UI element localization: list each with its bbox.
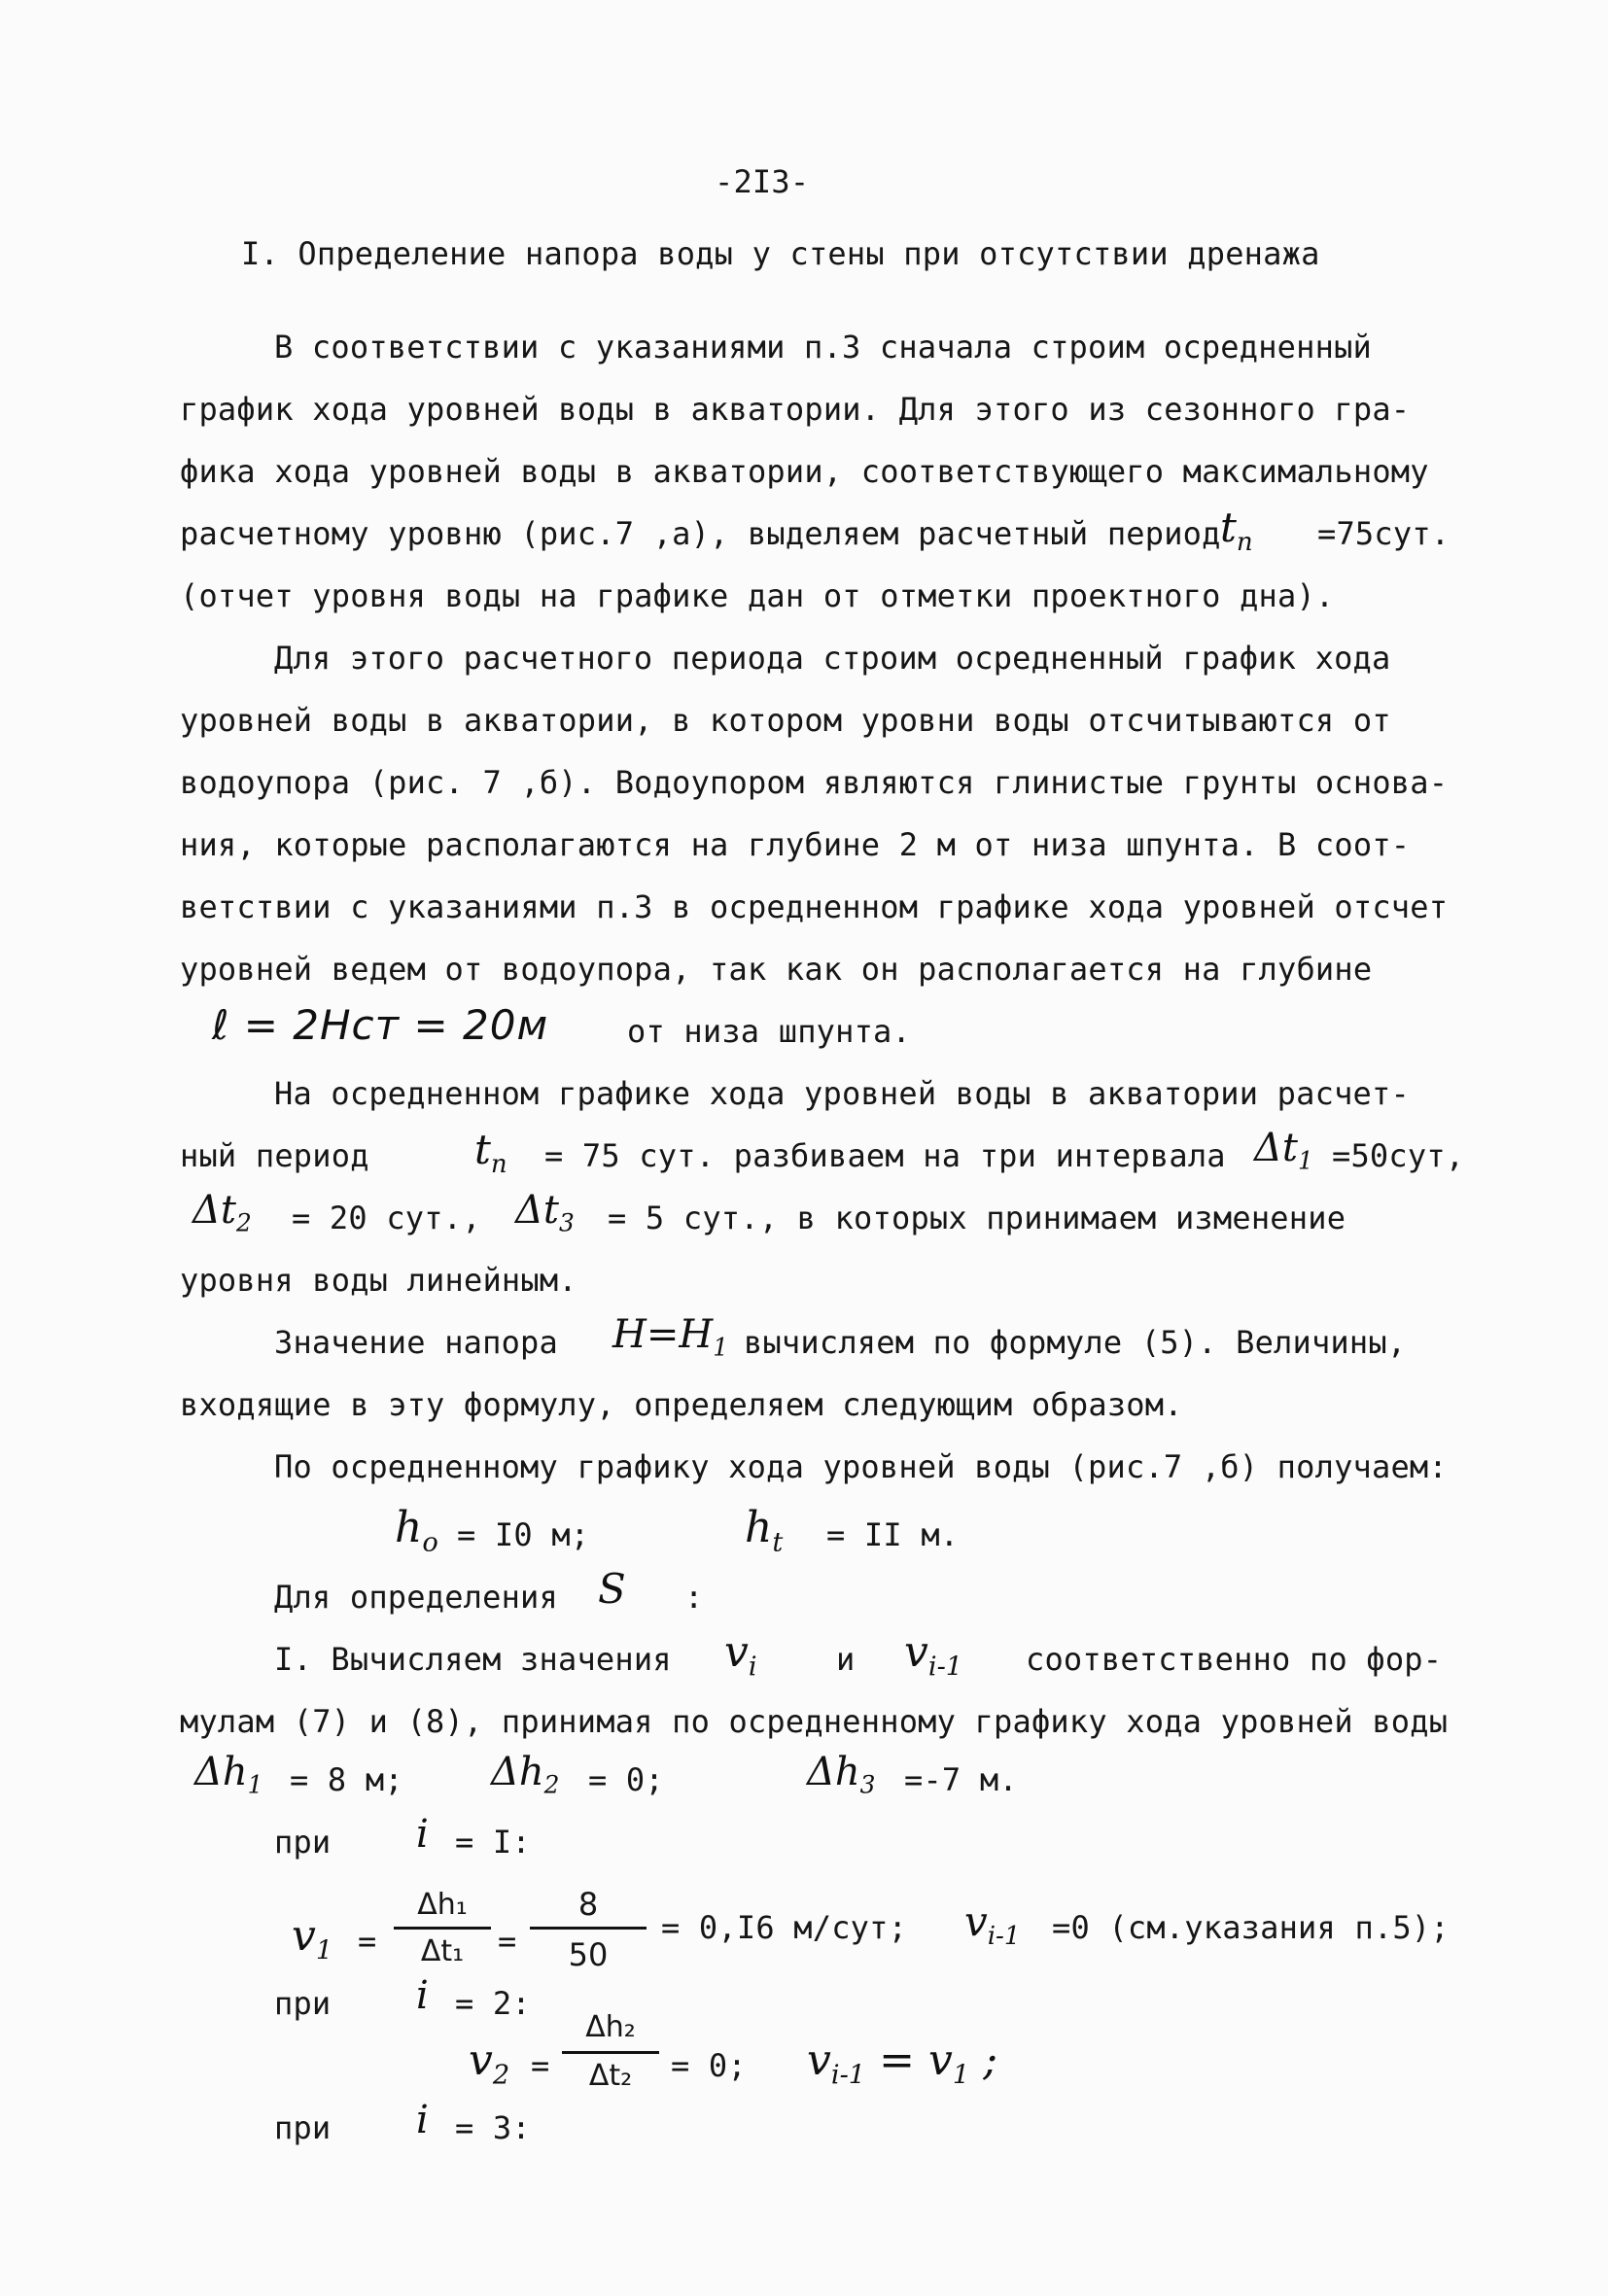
text-line: фика хода уровней воды в акватории, соответствующего максимальному bbox=[180, 453, 1429, 490]
text-line: На осредненном графике хода уровней воды в акватории расчет- bbox=[274, 1075, 1410, 1112]
section-heading: I. Определение напора воды у стены при отсутствии дренажа bbox=[241, 235, 1320, 272]
text-line: расчетному уровню (рис.7 ,а), выделяем расчетный период bbox=[180, 515, 1221, 552]
text-line: = 75 сут. разбиваем на три интервала bbox=[544, 1137, 1226, 1174]
math-s: S bbox=[598, 1565, 626, 1613]
fraction-bar bbox=[530, 1927, 647, 1930]
math-delta-h1: $\Delta h_1$ bbox=[194, 1750, 263, 1799]
math-delta-h3: $\Delta h_3$ bbox=[807, 1750, 876, 1799]
text-line: от низа шпунта. bbox=[627, 1013, 911, 1050]
text-line: при bbox=[274, 1824, 332, 1861]
fraction-numerator: Δh₁ bbox=[417, 1888, 468, 1922]
text-line: = bbox=[358, 1923, 377, 1960]
text-line: входящие в эту формулу, определяем следующим образом. bbox=[180, 1386, 1183, 1423]
math-delta-h2: $\Delta h_2$ bbox=[491, 1750, 560, 1799]
text-line: Значение напора bbox=[274, 1324, 558, 1361]
math-vi-1: $v_{i-1}$ bbox=[964, 1897, 1021, 1952]
text-line: при bbox=[274, 1985, 332, 2022]
text-line: водоупора (рис. 7 ,б). Водоупором являются глинистые грунты основа- bbox=[180, 764, 1449, 801]
text-line: =75сут. bbox=[1317, 515, 1451, 552]
text-line: соответственно по фор- bbox=[1026, 1641, 1443, 1678]
math-vi-1: $v_{i-1}$ bbox=[904, 1627, 963, 1683]
math-i: i bbox=[416, 2098, 429, 2142]
math-v2: $v_2$ bbox=[469, 2035, 510, 2091]
fraction-bar bbox=[394, 1927, 491, 1930]
text-line: =-7 м. bbox=[904, 1761, 1018, 1798]
text-line: = 2: bbox=[455, 1985, 531, 2022]
text-line: ния, которые располагаются на глубине 2 м от низа шпунта. В соот- bbox=[180, 826, 1411, 863]
text-line: = 0,I6 м/сут; bbox=[661, 1909, 908, 1946]
math-delta-t1: $\Delta t_1$ bbox=[1254, 1126, 1313, 1175]
text-line: = 20 сут., bbox=[292, 1200, 481, 1236]
text-line: уровня воды линейным. bbox=[180, 1262, 577, 1299]
text-line: = I0 м; bbox=[457, 1516, 590, 1553]
math-i: i bbox=[416, 1973, 429, 2018]
text-line: = I: bbox=[455, 1824, 531, 1861]
math-v1: $v_1$ bbox=[292, 1911, 333, 1966]
fraction-denominator: Δt₂ bbox=[588, 2059, 633, 2093]
text-line: вычисляем по формуле (5). Величины, bbox=[744, 1324, 1407, 1361]
math-vi-1-eq-v1: $v_{i-1} = v_1$ ; bbox=[807, 2035, 998, 2091]
fraction-numerator: Δh₂ bbox=[585, 2010, 636, 2044]
text-line: Для определения bbox=[274, 1579, 558, 1616]
text-line: В соответствии с указаниями п.3 сначала строим осредненный bbox=[274, 329, 1373, 365]
text-line: = 5 сут., в которых принимаем изменение bbox=[608, 1200, 1346, 1236]
text-line: = II м. bbox=[826, 1516, 960, 1553]
math-delta-t2: $\Delta t_2$ bbox=[192, 1188, 252, 1237]
text-line: и bbox=[836, 1641, 856, 1678]
math-h0: $h_o$ bbox=[395, 1503, 438, 1558]
text-line: мулам (7) и (8), принимая по осредненному графику хода уровней воды bbox=[180, 1703, 1449, 1740]
text-line: =0 (см.указания п.5); bbox=[1052, 1909, 1450, 1946]
handwritten-formula: ℓ = 2Hст = 20м bbox=[212, 1001, 549, 1049]
text-line: По осредненному графику хода уровней воды (рис.7 ,б) получаем: bbox=[274, 1448, 1448, 1485]
text-line: уровней ведем от водоупора, так как он располагается на глубине bbox=[180, 951, 1373, 988]
math-ht: $h_t$ bbox=[745, 1503, 784, 1558]
text-line: (отчет уровня воды на графике дан от отметки проектного дна). bbox=[180, 577, 1335, 614]
math-i: i bbox=[416, 1812, 429, 1857]
text-line: ный период bbox=[180, 1137, 369, 1174]
fraction-denominator: 50 bbox=[568, 1936, 609, 1973]
math-h-eq-h1: $H=H_1$ bbox=[612, 1312, 729, 1362]
math-delta-t3: $\Delta t_3$ bbox=[515, 1188, 575, 1237]
text-line: = 3: bbox=[455, 2109, 531, 2146]
text-line: = 0; bbox=[671, 2047, 747, 2084]
text-line: = 8 м; bbox=[290, 1761, 403, 1798]
text-line: ветствии с указаниями п.3 в осредненном графике хода уровней отсчет bbox=[180, 888, 1449, 925]
fraction-denominator: Δt₁ bbox=[420, 1934, 465, 1968]
math-tn: $t_п$ bbox=[1220, 504, 1253, 558]
fraction-bar bbox=[562, 2051, 659, 2054]
text-line: =50сут, bbox=[1332, 1137, 1465, 1174]
text-line: : bbox=[684, 1579, 704, 1616]
text-line: I. Вычисляем значения bbox=[274, 1641, 672, 1678]
text-line: при bbox=[274, 2109, 332, 2146]
text-line: график хода уровней воды в акватории. Для этого из сезонного гра- bbox=[180, 391, 1411, 428]
text-line: = bbox=[498, 1923, 517, 1960]
text-line: = bbox=[531, 2047, 550, 2084]
fraction-numerator: 8 bbox=[577, 1886, 599, 1923]
math-vi: $v_i$ bbox=[724, 1627, 757, 1683]
text-line: = 0; bbox=[588, 1761, 664, 1798]
math-tn: $t_п$ bbox=[474, 1126, 507, 1180]
text-line: уровней воды в акватории, в котором уровни воды отсчитываются от bbox=[180, 702, 1391, 739]
text-line: Для этого расчетного периода строим осредненный график хода bbox=[274, 640, 1391, 677]
page-number: -2I3- bbox=[715, 163, 810, 200]
